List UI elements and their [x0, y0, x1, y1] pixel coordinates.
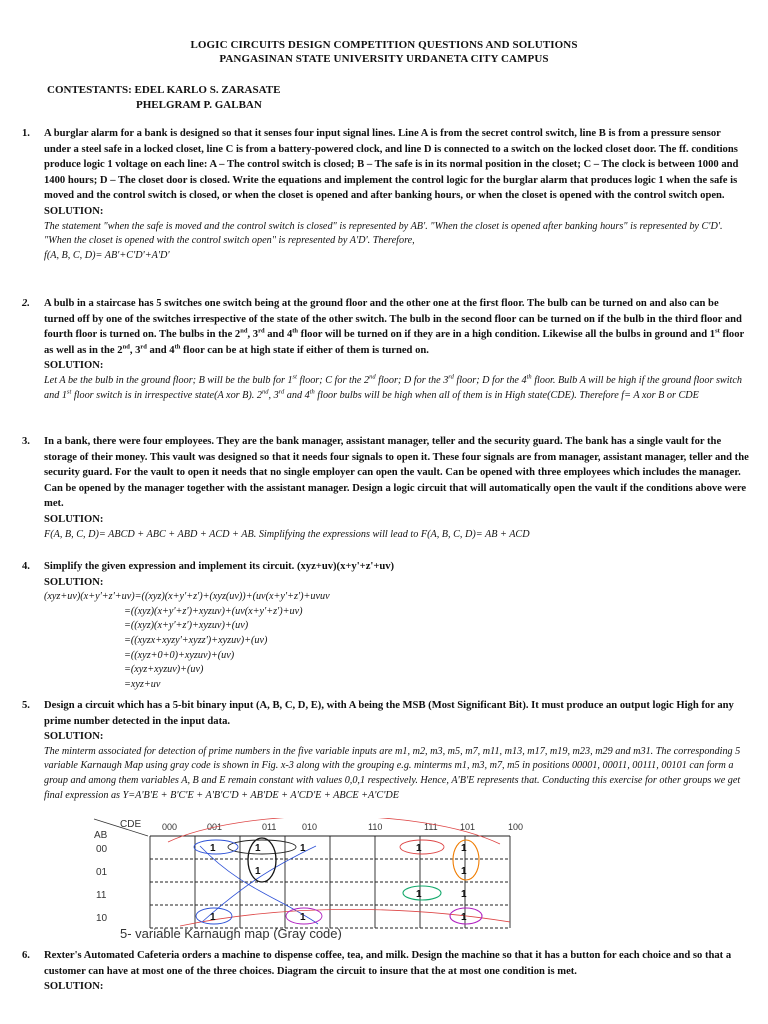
doc-title-line1: LOGIC CIRCUITS DESIGN COMPETITION QUESTIONS AND SOLUTIONS [190, 39, 578, 51]
kmap-row-label: 11 [96, 890, 107, 901]
question-6 [22, 948, 750, 995]
question-number: 6. [22, 950, 30, 961]
question-2 [22, 296, 750, 403]
solution-label: SOLUTION: [44, 981, 104, 993]
question-1 [22, 126, 750, 263]
kmap-cell-one: 1 [300, 912, 306, 923]
kmap-group-ellipse [400, 840, 444, 854]
kmap-cell-one: 1 [210, 912, 216, 923]
kmap-cell-one: 1 [461, 912, 467, 923]
solution-label: SOLUTION: [44, 576, 104, 588]
answer-text: Let A be the bulb in the ground floor; B will be the bulb for 1st floor; C for the 2nd floor; D for the 3rd floor; D for the 4th floor. Bulb A will be high if the ground floor switch and 1st floor switch is in irrespective state(A xor B). 2nd, 3rd and 4th floor bulbs will be high when all of them is in High state(CDE). Therefore f= A xor B or CDE [44, 373, 743, 401]
contestants-label: CONTESTANTS: EDEL KARLO S. ZARASATE [47, 84, 281, 96]
kmap-row-label: 10 [96, 913, 108, 924]
kmap-col-label: 001 [207, 822, 223, 832]
kmap-cell-one: 1 [255, 866, 261, 877]
question-number: 4. [22, 561, 30, 572]
kmap-row-label: 01 [96, 867, 108, 878]
solution-label: SOLUTION: [44, 731, 104, 743]
simplification-step: =((xyz)(x+y'+z')+xyzuv)+(uv(x+y'+z')+uv) [124, 605, 303, 617]
karnaugh-map-svg [90, 818, 570, 940]
kmap-col-label: 011 [262, 822, 277, 832]
simplification-step: =((xyz)(x+y'+z')+xyzuv)+(uv) [124, 620, 249, 632]
simplification-step: =xyz+uv [124, 678, 161, 690]
question-text: In a bank, there were four employees. They are the bank manager, assistant manager, teller and the security guard. The bank has a single vault for the storage of their money. This vault was designed so that it needs four signals to open it. These four signals are from manager, assistant manager, teller and the security guard. For the vault to open it needs that no single employer can open the vault. Can be opened with three employees which includes the manager. Can be opened by the manager together with the assistant manager. Design a logic circuit that will automatically open the vault if the conditions above were met. [44, 436, 749, 510]
question-number: 3. [22, 436, 30, 447]
kmap-cell-one: 1 [461, 889, 467, 900]
solution-label: SOLUTION: [44, 205, 104, 217]
kmap-corner-left: AB [94, 830, 108, 841]
simplification-step: (xyz+uv)(x+y'+z'+uv)=((xyz)(x+y'+z')+(xyz(uv))+(uv(x+y'+z')+uvuv [44, 591, 330, 603]
simplification-step: =(xyz+xyzuv)+(uv) [124, 664, 204, 676]
kmap-col-label: 111 [424, 822, 438, 832]
solution-label: SOLUTION: [44, 513, 104, 525]
kmap-col-label: 000 [162, 822, 178, 832]
kmap-cell-one: 1 [300, 843, 306, 854]
kmap-cell-one: 1 [255, 843, 261, 854]
question-number: 1. [22, 128, 30, 139]
question-3 [22, 434, 750, 542]
kmap-row-label: 00 [96, 844, 108, 855]
simplification-step: =((xyzx+xyzy'+xyzz')+xyzuv)+(uv) [124, 634, 268, 646]
question-text: A burglar alarm for a bank is designed so that it senses four input signal lines. Line A is from the secret control switch, line B is from a pressure sensor under a steel safe in a locked closet, line C is from a battery-powered clock, and line D is connected to a switch on the locked closet door. The ff. conditions produce logic 1 voltage on each line: A – The control switch is closed; B – The safe is in its normal position in the closet; C – The clock is between 1000 and 1400 hours; D – The closet door is closed. Write the equations and implement the control logic for the burglar alarm that produces logic 1 when the safe is moved and the control switch is closed, or when the closet is opened and after banking hours, or when the closet is opened with the control switch open. [44, 128, 739, 202]
answer-formula: f(A, B, C, D)= AB'+C'D'+A'D' [44, 249, 170, 261]
kmap-cell-one: 1 [461, 866, 467, 877]
question-text: Design a circuit which has a 5-bit binary input (A, B, C, D, E), with A being the MSB (Most Significant Bit). It must produce an output logic High for any prime number detected in the input data. [44, 700, 734, 727]
kmap-col-label: 110 [368, 822, 383, 832]
kmap-col-label: 010 [302, 822, 318, 832]
kmap-cell-one: 1 [461, 843, 467, 854]
answer-text: The statement "when the safe is moved and the control switch is closed" is represented by AB'. "When the closet is opened after banking hours" is represented by C'D'. "When the closet is opened with the control switch open" is represented by A'D'. Therefore, [44, 220, 723, 247]
question-5 [22, 698, 750, 803]
kmap-col-label: 101 [460, 822, 476, 832]
kmap-corner-top: CDE [120, 819, 142, 830]
answer-text: The minterm associated for detection of prime numbers in the five variable inputs are m1, m2, m3, m5, m7, m11, m13, m17, m19, m23, m29 and m31. The corresponding 5 variable Karnaugh Map using gray code is shown in Fig. x-3 along with the grouping e.g. minterms m1, m3, m7, m5 in positions 00001, 00011, 00111, 00101 can form a group and among them variables A, B and E remain constant with values 0,0,1 respectively. Hence, A'B'E represents that. Conducting this exercise for other groups we get final expression as Y=A'B'E + B'C'E + A'B'C'D + AB'DE + A'CD'E + ABCE +A'C'DE [44, 745, 741, 801]
kmap-cell-one: 1 [210, 843, 216, 854]
question-text: Rexter's Automated Cafeteria orders a machine to dispense coffee, tea, and milk. Design the machine so that it has a button for each choice and so that a customer can have at most one of the three choices. Diagram the circuit to insure that the at most one condition is met. [44, 950, 732, 977]
doc-title-line2: PANGASINAN STATE UNIVERSITY URDANETA CITY CAMPUS [219, 53, 549, 65]
kmap-caption: 5- variable Karnaugh map (Gray code) [120, 926, 342, 940]
question-number: 5. [22, 700, 30, 711]
karnaugh-map-figure [90, 818, 570, 940]
kmap-cell-one: 1 [416, 843, 422, 854]
simplification-step: =((xyz+0+0)+xyzuv)+(uv) [124, 649, 235, 661]
kmap-cell-one: 1 [416, 889, 422, 900]
contestant-second: PHELGRAM P. GALBAN [136, 99, 262, 111]
question-4 [22, 559, 750, 692]
answer-text: F(A, B, C, D)= ABCD + ABC + ABD + ACD + AB. Simplifying the expressions will lead to F(A, B, C, D)= AB + ACD [44, 528, 530, 540]
solution-label: SOLUTION: [44, 360, 104, 372]
question-text: Simplify the given expression and implement its circuit. (xyz+uv)(x+y'+z'+uv) [44, 561, 395, 572]
question-number: 2. [22, 298, 30, 309]
kmap-group-ellipse [403, 886, 441, 900]
question-text: A bulb in a staircase has 5 switches one switch being at the ground floor and the other one at the first floor. The bulb can be turned on and also can be turned off by one of the switches irrespective of the state of the other switch. The bulb in the second floor can be turned on if the bulb in the third floor and fourth floor is turned on. The bulbs in the 2nd, 3rd and 4th floor will be turned on if they are in a high condition. Likewise all the bulbs in ground and 1st floor as well as in the 2nd, 3rd and 4th floor can be at high state if either of them is turned on. [44, 298, 745, 356]
kmap-col-label: 100 [508, 822, 524, 832]
